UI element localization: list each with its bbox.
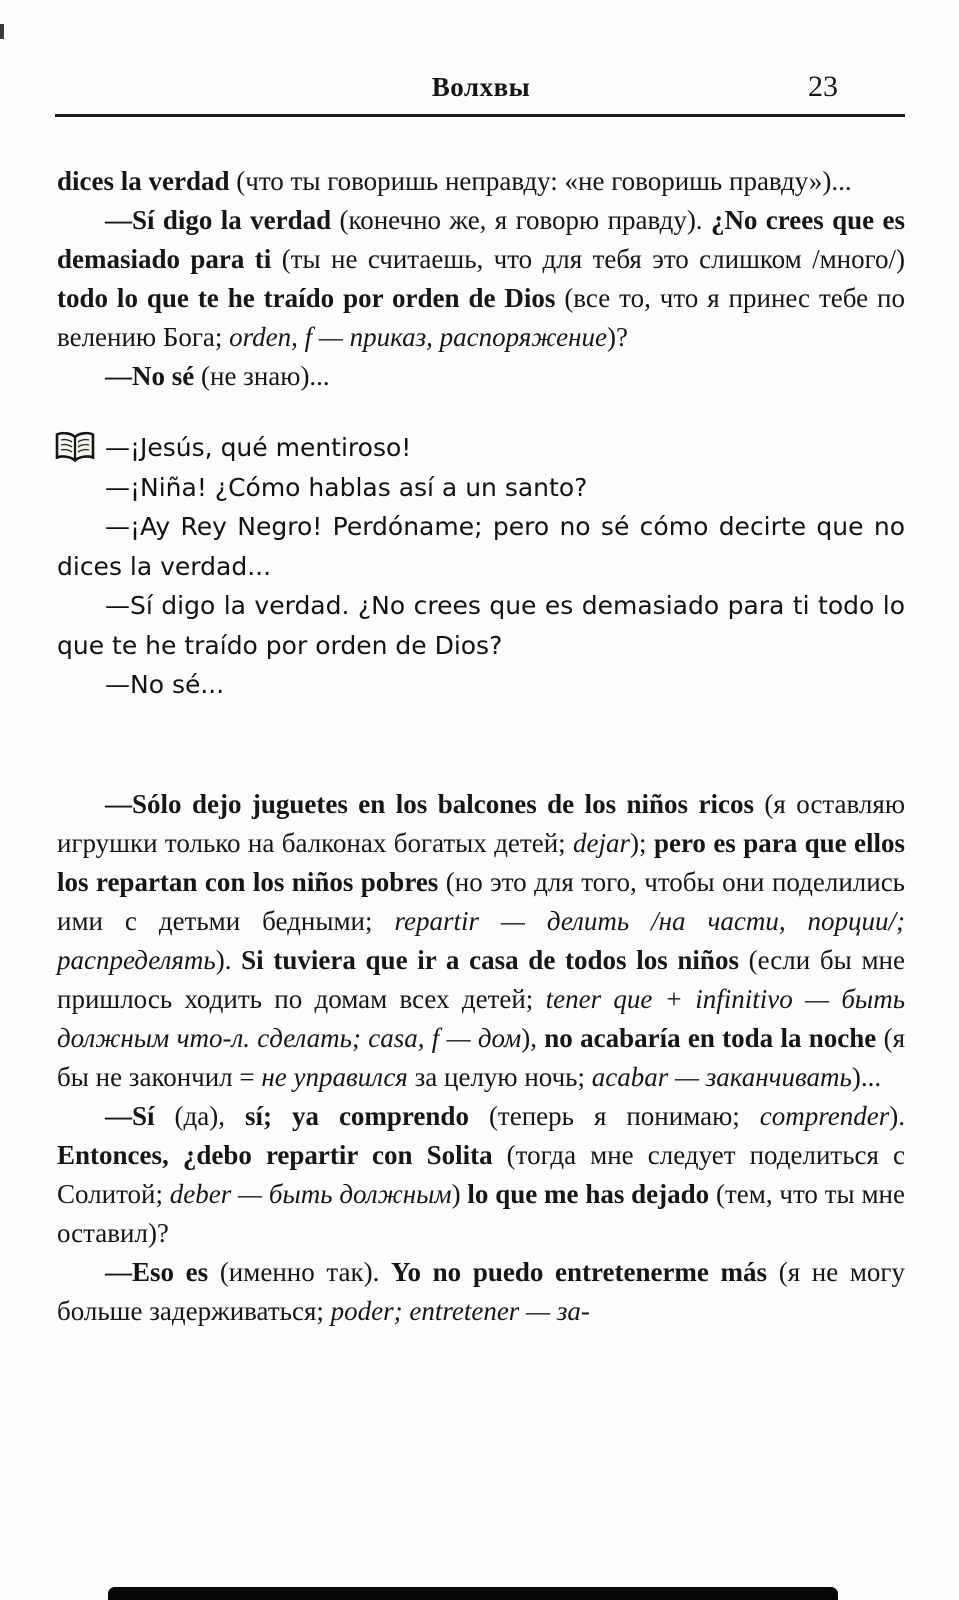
text-run: (я не могу больше задерживаться; xyxy=(57,1256,905,1326)
paragraph xyxy=(57,586,905,665)
text-run: (тем, что ты мне оставил)? xyxy=(57,1178,905,1248)
text-run: (тогда мне следует поделиться с Солитой; xyxy=(57,1139,905,1209)
text-run: no acabaría en toda la noche xyxy=(544,1022,884,1053)
paragraph xyxy=(57,428,905,468)
text-run: —Sí digo la verdad. ¿No crees que es demasiado para ti todo lo que te he traído por orden de Dios? xyxy=(57,591,905,660)
text-run: не управился xyxy=(261,1061,408,1092)
text-run: orden, f — приказ, распоряжение xyxy=(229,322,607,352)
text-run: —Sólo dejo juguetes en los balcones de los niños ricos xyxy=(105,788,765,819)
text-run: —¡Jesús, qué mentiroso! xyxy=(105,433,412,462)
text-run: (теперь я понимаю; xyxy=(488,1100,760,1131)
text-run: (ты не считаешь, что для тебя это слишком /много/) xyxy=(281,244,905,274)
open-book-icon xyxy=(7,431,47,463)
text-run: (да), xyxy=(174,1100,245,1131)
page-number: 23 xyxy=(808,70,838,103)
section-gap xyxy=(57,396,905,428)
text-run: (я бы не закончил = xyxy=(57,1022,905,1092)
text-run: ) xyxy=(451,1178,468,1209)
paragraph xyxy=(57,201,905,357)
running-head: Волхвы xyxy=(431,72,531,102)
text-run: lo que me has dejado xyxy=(467,1178,716,1209)
text-run: —No sé xyxy=(105,361,201,391)
paragraph xyxy=(57,507,905,586)
text-run: за целую ночь; xyxy=(407,1061,592,1092)
text-run: —No sé... xyxy=(105,670,225,699)
paragraph xyxy=(57,1253,905,1331)
paragraph xyxy=(57,1097,905,1253)
text-run: (именно так). xyxy=(219,1256,391,1287)
text-run: comprender xyxy=(759,1100,890,1131)
text-run: pero es para que ellos los repartan con los niños pobres xyxy=(57,827,906,897)
text-run: ¿No crees que es demasiado para ti xyxy=(57,205,905,274)
text-run: —Eso es xyxy=(105,1256,220,1287)
paragraph xyxy=(57,357,905,396)
text-body xyxy=(57,162,905,1331)
text-run: (что ты говоришь неправду: «не говоришь правду»)... xyxy=(236,166,852,196)
paragraph xyxy=(57,665,905,705)
text-run: —¡Ay Rey Negro! Perdóname; pero no sé cómo decirte que no dices la verdad... xyxy=(57,512,905,581)
text-run: (если бы мне пришлось ходить по домам всех детей; xyxy=(57,944,905,1014)
text-run: —¡Niña! ¿Cómo hablas así a un santo? xyxy=(105,472,588,502)
text-run: (я оставляю игрушки только на балконах богатых детей; xyxy=(57,788,905,858)
text-run: repartir — делить /на части, порции/; распределять xyxy=(57,905,905,975)
text-run: )? xyxy=(606,322,628,352)
text-run: —Sí xyxy=(105,1100,175,1131)
text-run: sí; ya comprendo xyxy=(244,1100,489,1131)
text-run: deber — быть должным xyxy=(169,1178,452,1209)
section-gap xyxy=(57,705,905,785)
text-run: dices la verdad xyxy=(57,166,237,196)
text-run: poder; entretener — за- xyxy=(330,1295,590,1326)
text-run: Si tuviera que ir a casa de todos los niños xyxy=(241,944,749,975)
text-run: ); xyxy=(630,827,654,858)
text-run: acabar — заканчивать xyxy=(591,1061,852,1092)
text-run: (все то, что я принес тебе по велению Бога; xyxy=(57,283,905,352)
text-run: dejar xyxy=(573,827,631,858)
text-run: tener que + infinitivo — быть должным что-л. сделать; casa, f — дом xyxy=(57,983,905,1053)
text-run: )... xyxy=(851,1061,882,1092)
scan-shadow-bottom xyxy=(108,1587,838,1600)
header-rule xyxy=(55,114,905,117)
paragraph xyxy=(57,162,905,201)
text-run: (но это для того, чтобы они поделились ими с детьми бедными; xyxy=(57,866,905,936)
text-run: ), xyxy=(521,1022,545,1053)
text-run: Entonces, ¿debo repartir con Solita xyxy=(57,1139,507,1170)
scan-edge-artifact xyxy=(0,24,4,39)
page-header xyxy=(57,72,905,108)
text-run: —Sí digo la verdad xyxy=(105,205,340,235)
text-run: todo lo que te he traído por orden de Dios xyxy=(57,283,565,313)
text-run: (не знаю)... xyxy=(201,361,330,391)
paragraph xyxy=(57,785,905,1097)
text-run: Yo no puedo entretenerme más xyxy=(391,1256,779,1287)
text-run: ). xyxy=(889,1100,905,1131)
paragraph xyxy=(57,468,905,508)
text-run: (конечно же, я говорю правду). xyxy=(339,205,711,235)
text-run: ). xyxy=(215,944,242,975)
